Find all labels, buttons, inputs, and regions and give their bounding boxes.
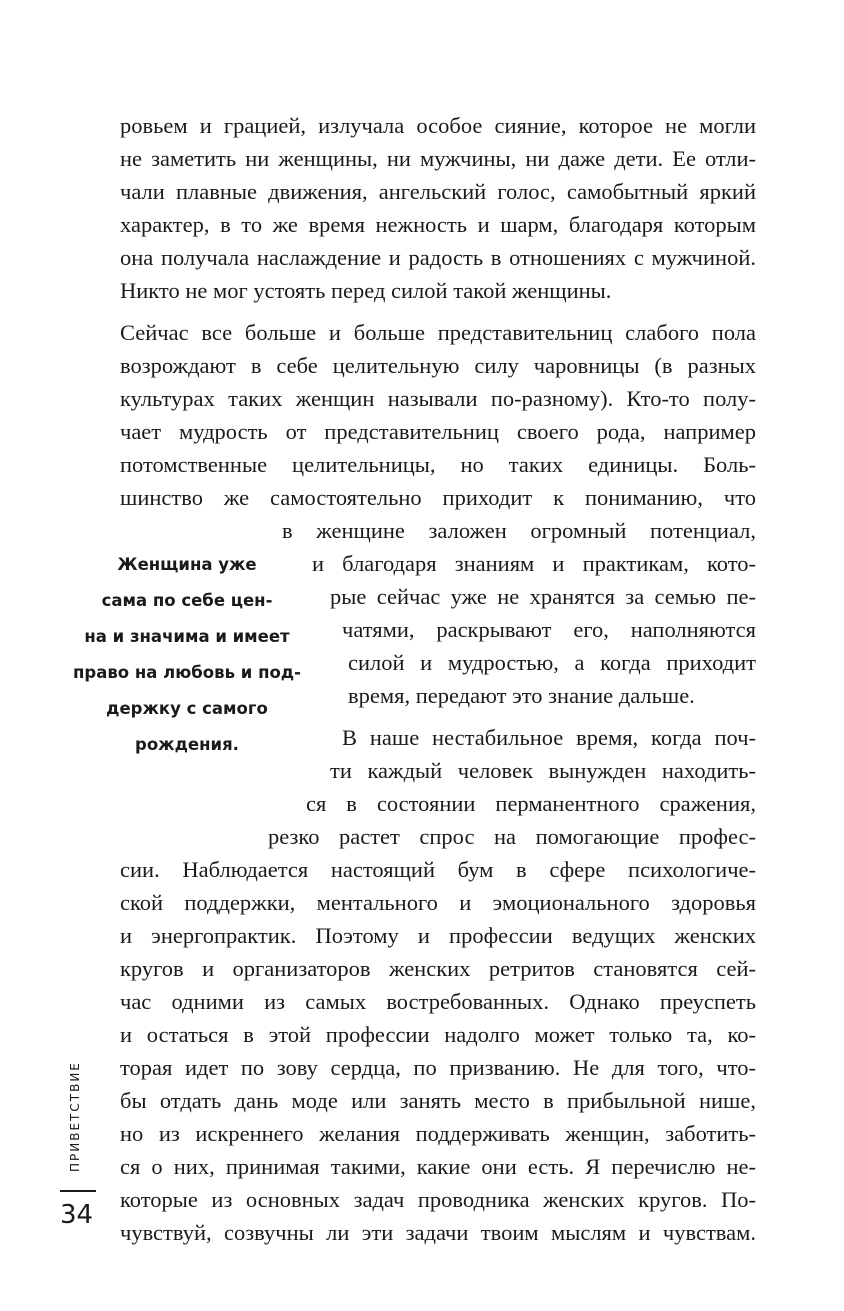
body-line: чувствуй, созвучны ли эти задачи твоим мыслям и чувствам. bbox=[120, 1220, 756, 1245]
body-line: ти каждый человек вынужден находить- bbox=[330, 758, 756, 783]
divider bbox=[60, 1190, 96, 1192]
body-line: бы отдать дань моде или занять место в прибыльной нише, bbox=[120, 1088, 756, 1113]
body-line: кругов и организаторов женских ретритов становятся сей- bbox=[120, 956, 756, 981]
body-line: торая идет по зову сердца, по призванию. Не для того, что- bbox=[120, 1055, 756, 1080]
body-line: сии. Наблюдается настоящий бум в сфере психологиче- bbox=[120, 857, 756, 882]
body-line: чает мудрость от представительниц своего рода, например bbox=[120, 419, 756, 444]
pull-quote-line: держку с самого bbox=[106, 699, 268, 718]
body-line: которые из основных задач проводника женских кругов. По- bbox=[120, 1187, 756, 1212]
body-line: и благодаря знаниям и практикам, кото- bbox=[312, 551, 756, 576]
body-line: ся в состоянии перманентного сражения, bbox=[306, 791, 756, 816]
pull-quote-line: рождения. bbox=[135, 735, 239, 754]
pull-quote-line: право на любовь и под- bbox=[73, 663, 301, 682]
body-line: Сейчас все больше и больше представительниц слабого пола bbox=[120, 320, 756, 345]
body-line: шинство же самостоятельно приходит к пониманию, что bbox=[120, 485, 756, 510]
body-line: чали плавные движения, ангельский голос, самобытный яркий bbox=[120, 179, 756, 204]
body-line: и энергопрактик. Поэтому и профессии ведущих женских bbox=[120, 923, 756, 948]
body-line: потомственные целительницы, но таких единицы. Боль- bbox=[120, 452, 756, 477]
body-line: и остаться в этой профессии надолго может только та, ко- bbox=[120, 1022, 756, 1047]
body-line: время, передают это знание дальше. bbox=[348, 683, 695, 708]
section-label: ПРИВЕТСТВИЕ bbox=[68, 1061, 82, 1172]
pull-quote-line: сама по себе цен- bbox=[101, 591, 273, 610]
body-line: силой и мудростью, а когда приходит bbox=[348, 650, 756, 675]
body-line: час одними из самых востребованных. Однако преуспеть bbox=[120, 989, 756, 1014]
body-line: возрождают в себе целительную силу чаровницы (в разных bbox=[120, 353, 756, 378]
body-line: культурах таких женщин называли по-разному). Кто-то полу- bbox=[120, 386, 756, 411]
body-line: в женщине заложен огромный потенциал, bbox=[282, 518, 756, 543]
body-line: но из искреннего желания поддерживать женщин, заботить- bbox=[120, 1121, 756, 1146]
page-number: 34 bbox=[60, 1200, 94, 1230]
pull-quote-line: Женщина уже bbox=[117, 555, 257, 574]
body-line: не заметить ни женщины, ни мужчины, ни даже дети. Ее отли- bbox=[120, 146, 756, 171]
body-line: ской поддержки, ментального и эмоционального здоровья bbox=[120, 890, 756, 915]
body-line: В наше нестабильное время, когда поч- bbox=[342, 725, 756, 750]
pull-quote-line: на и значима и имеет bbox=[84, 627, 290, 646]
body-line: рые сейчас уже не хранятся за семью пе- bbox=[330, 584, 756, 609]
body-line: резко растет спрос на помогающие профес- bbox=[268, 824, 756, 849]
body-line: ся о них, принимая такими, какие они есть. Я перечислю не- bbox=[120, 1154, 756, 1179]
body-line: характер, в то же время нежность и шарм, благодаря которым bbox=[120, 212, 756, 237]
body-line: чатями, раскрывают его, наполняются bbox=[342, 617, 756, 642]
body-line: она получала наслаждение и радость в отношениях с мужчиной. bbox=[120, 245, 756, 270]
body-line: ровьем и грацией, излучала особое сияние, которое не могли bbox=[120, 113, 756, 138]
body-line: Никто не мог устоять перед силой такой женщины. bbox=[120, 278, 612, 303]
